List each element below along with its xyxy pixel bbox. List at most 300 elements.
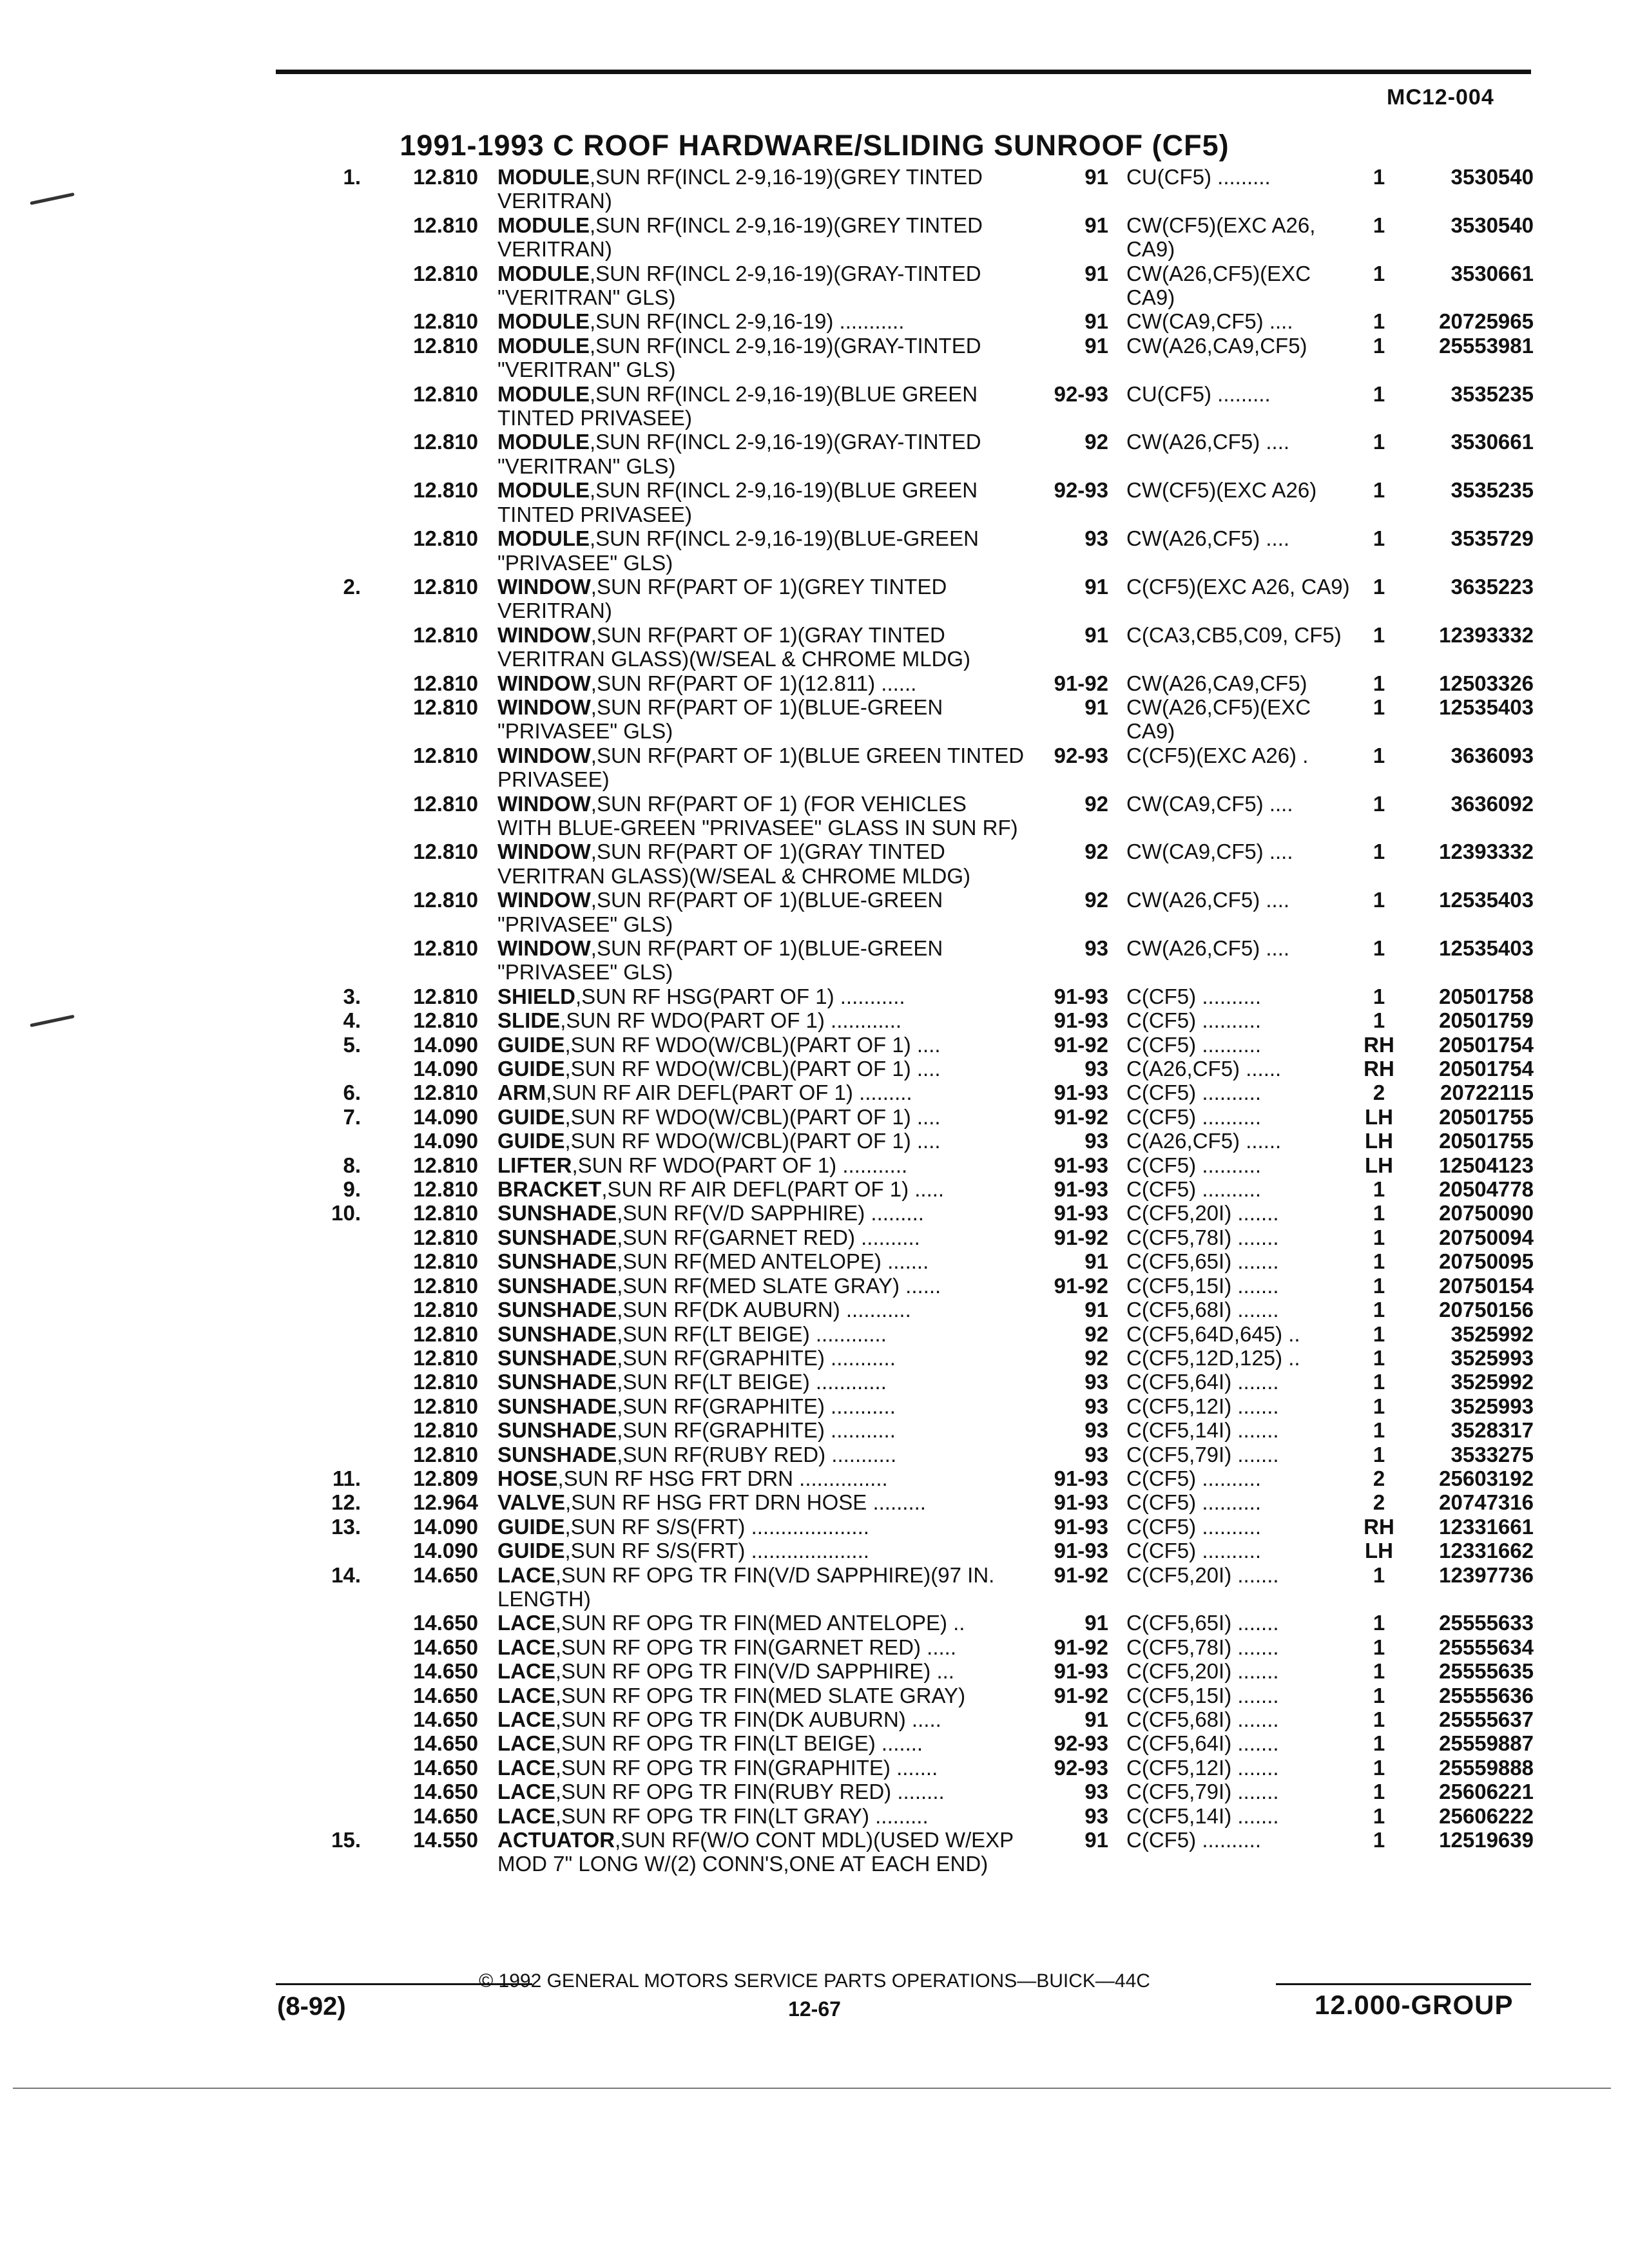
part-description [497,575,1026,623]
part-name: LACE [497,1683,555,1707]
group-number: 12.810 [413,622,478,647]
part-name: SHIELD [497,984,576,1008]
model-years: 91-93 [1054,1539,1108,1563]
part-name: WINDOW [497,622,591,647]
ref-number: 13. [331,1514,361,1539]
parts-row [0,1081,1629,1104]
part-number: 20504778 [1439,1177,1534,1202]
parts-row [0,526,1629,575]
part-description [497,1370,1026,1394]
model-years: 91-92 [1054,1225,1108,1249]
quantity: 1 [1373,1442,1385,1466]
part-number: 25603192 [1439,1466,1534,1490]
part-number: 25555636 [1439,1683,1534,1707]
model-code: C(CF5) .......... [1126,1104,1262,1129]
part-description [497,1684,1026,1707]
model-years: 92-93 [1054,743,1108,767]
ref-number: 9. [343,1177,361,1202]
quantity: 1 [1373,1177,1385,1202]
model-years: 93 [1084,526,1108,551]
ref-number: 6. [343,1081,361,1105]
part-description [497,1322,1026,1346]
group-number: 12.810 [413,1249,478,1274]
model-years: 92 [1084,791,1108,816]
parts-row [0,1418,1629,1442]
group-number: 12.810 [413,791,478,816]
part-description [497,1201,1026,1225]
part-name: LACE [497,1659,555,1684]
model-code: C(CF5) .......... [1126,1177,1262,1202]
part-name: SUNSHADE [497,1394,617,1418]
group-number: 12.810 [413,743,478,767]
part-number: 12393332 [1439,622,1534,647]
model-years: 92-93 [1054,381,1108,406]
part-number: 20501755 [1439,1104,1534,1129]
part-number: 3535729 [1451,526,1534,551]
quantity: 1 [1373,1249,1385,1274]
part-number: 3635223 [1451,574,1534,599]
parts-row [0,382,1629,430]
part-name: LIFTER [497,1153,572,1177]
part-name: SUNSHADE [497,1345,617,1370]
part-name: SUNSHADE [497,1418,617,1443]
parts-row [0,623,1629,671]
model-years: 91 [1084,1298,1108,1322]
model-years: 91 [1084,1707,1108,1731]
part-description [497,1466,1026,1490]
part-name: SUNSHADE [497,1273,617,1298]
parts-row [0,792,1629,840]
quantity: 1 [1373,261,1385,285]
parts-row [0,1322,1629,1346]
parts-row [0,1780,1629,1803]
model-years: 92-93 [1054,1755,1108,1780]
quantity: 1 [1373,888,1385,912]
model-code: C(CF5) .......... [1126,1514,1262,1539]
part-number: 20750095 [1439,1249,1534,1274]
quantity: 1 [1373,671,1385,695]
model-code: C(CF5,65I) ....... [1126,1249,1279,1274]
part-name: LACE [497,1635,555,1659]
part-number: 20501758 [1439,984,1534,1008]
model-years: 91-93 [1054,1008,1108,1033]
part-detail: ,SUN RF(INCL 2-9,16-19)(BLUE GREEN TINTED PRIVASEE) [497,478,978,526]
part-description [497,1129,1026,1153]
part-name: SUNSHADE [497,1225,617,1249]
group-number: 12.810 [413,671,478,695]
part-detail: ,SUN RF(PART OF 1)(GRAY TINTED VERITRAN GLASS)(W/SEAL & CHROME MLDG) [497,622,971,671]
part-number: 20747316 [1439,1490,1534,1515]
quantity: 1 [1373,381,1385,406]
model-years: 93 [1084,1129,1108,1153]
part-number: 20750156 [1439,1298,1534,1322]
parts-row [0,1008,1629,1032]
part-number: 3528317 [1451,1418,1534,1443]
model-years: 91-92 [1054,1562,1108,1587]
quantity: 1 [1373,1683,1385,1707]
group-number: 12.810 [413,1370,478,1394]
parts-row [0,1659,1629,1683]
parts-row [0,1804,1629,1828]
model-code: C(CF5)(EXC A26, CA9) [1126,574,1350,599]
part-description [497,1563,1026,1611]
model-years: 91-92 [1054,1635,1108,1659]
quantity: 1 [1373,1803,1385,1828]
quantity: RH [1364,1514,1394,1539]
parts-row [0,1033,1629,1057]
part-name: GUIDE [497,1129,565,1153]
model-code: CW(A26,CF5)(EXC CA9) [1126,695,1311,744]
part-number: 20722115 [1440,1081,1534,1105]
ref-number: 5. [343,1032,361,1057]
quantity: 1 [1373,1418,1385,1443]
part-description [497,165,1026,213]
ref-number: 7. [343,1104,361,1129]
header-rule [276,70,1531,74]
model-code: C(CF5,12D,125) .. [1126,1345,1300,1370]
model-years: 91-93 [1054,1081,1108,1105]
group-number: 14.650 [413,1635,478,1659]
part-detail: ,SUN RF WDO(PART OF 1) ........... [572,1153,908,1177]
part-name: WINDOW [497,695,591,719]
quantity: 1 [1373,1707,1385,1731]
part-name: MODULE [497,333,590,358]
group-number: 12.810 [413,1225,478,1249]
model-years: 91 [1084,574,1108,599]
part-detail: ,SUN RF OPG TR FIN(V/D SAPPHIRE) ... [555,1659,954,1684]
group-number: 12.810 [413,1442,478,1466]
part-detail: ,SUN RF WDO(PART OF 1) ............ [560,1008,902,1033]
quantity: 1 [1373,622,1385,647]
model-years: 91-93 [1054,1659,1108,1684]
part-detail: ,SUN RF AIR DEFL(PART OF 1) ......... [546,1081,912,1105]
model-code: C(CF5,78I) ....... [1126,1225,1279,1249]
group-number: 12.810 [413,333,478,358]
part-description [497,1033,1026,1057]
group-number: 12.810 [413,936,478,960]
model-code: C(CF5,14I) ....... [1126,1418,1279,1443]
model-code: CW(A26,CF5) .... [1126,888,1290,912]
part-name: MODULE [497,430,590,454]
part-description [497,1780,1026,1803]
model-code: C(CF5,64D,645) .. [1126,1321,1300,1346]
group-number: 14.090 [413,1032,478,1057]
group-number: 14.650 [413,1707,478,1731]
model-code: C(CF5) .......... [1126,1828,1262,1852]
parts-row [0,309,1629,333]
model-code: CW(CF5)(EXC A26) [1126,478,1317,503]
group-number: 12.810 [413,381,478,406]
part-detail: ,SUN RF WDO(W/CBL)(PART OF 1) .... [564,1057,941,1081]
part-detail: ,SUN RF(PART OF 1)(BLUE-GREEN "PRIVASEE" GLS) [497,695,943,744]
parts-row [0,1057,1629,1081]
model-years: 91 [1084,1828,1108,1852]
part-number: 20501755 [1439,1129,1534,1153]
group-number: 12.810 [413,840,478,864]
part-name: LACE [497,1611,555,1635]
quantity: 1 [1373,165,1385,189]
part-detail: ,SUN RF S/S(FRT) .................... [564,1539,869,1563]
model-years: 91 [1084,261,1108,285]
model-years: 93 [1084,936,1108,960]
part-number: 3530540 [1451,213,1534,237]
part-detail: ,SUN RF(GRAPHITE) ........... [617,1394,896,1418]
model-years: 93 [1084,1418,1108,1443]
page-title: 1991-1993 C ROOF HARDWARE/SLIDING SUNROOF (CF5) [400,129,1229,162]
part-number: 20501759 [1439,1008,1534,1033]
quantity: 1 [1373,574,1385,599]
parts-row [0,985,1629,1008]
part-detail: ,SUN RF OPG TR FIN(RUBY RED) ........ [555,1780,945,1804]
quantity: 1 [1373,526,1385,551]
part-name: LACE [497,1707,555,1731]
parts-row [0,1129,1629,1153]
part-description [497,1081,1026,1104]
part-name: VALVE [497,1490,566,1515]
quantity: 1 [1373,1731,1385,1756]
part-detail: ,SUN RF(MED SLATE GRAY) ...... [617,1273,941,1298]
part-description [497,1394,1026,1418]
model-years: 92 [1084,1321,1108,1346]
part-detail: ,SUN RF(V/D SAPPHIRE) ......... [617,1201,924,1225]
group-number: 12.810 [413,1298,478,1322]
part-number: 20501754 [1439,1057,1534,1081]
parts-row [0,695,1629,744]
parts-row [0,1370,1629,1394]
group-number: 12.810 [413,213,478,237]
part-name: SUNSHADE [497,1298,617,1322]
group-number: 12.810 [413,261,478,285]
model-code: CU(CF5) ......... [1126,165,1271,189]
parts-row [0,1443,1629,1466]
quantity: LH [1365,1129,1393,1153]
ref-number: 10. [331,1201,361,1225]
group-number: 12.810 [413,1273,478,1298]
part-detail: ,SUN RF(PART OF 1)(BLUE-GREEN "PRIVASEE" GLS) [497,888,943,936]
part-name: HOSE [497,1466,558,1490]
part-detail: ,SUN RF(INCL 2-9,16-19)(BLUE-GREEN "PRIVASEE" GLS) [497,526,979,575]
part-number: 12331661 [1439,1514,1534,1539]
parts-row [0,1490,1629,1514]
quantity: 1 [1373,1298,1385,1322]
model-code: C(CF5,20I) ....... [1126,1562,1279,1587]
model-code: CW(A26,CA9,CF5) [1126,333,1307,358]
part-description [497,1346,1026,1370]
part-description [497,1008,1026,1032]
model-code: CW(A26,CF5) .... [1126,936,1290,960]
part-description [497,623,1026,671]
model-code: C(A26,CF5) ...... [1126,1057,1282,1081]
part-description [497,1153,1026,1177]
model-years: 92 [1084,430,1108,454]
part-description [497,1490,1026,1514]
part-description [497,430,1026,478]
model-code: C(CF5) .......... [1126,1153,1262,1177]
parts-row [0,1225,1629,1249]
quantity: 1 [1373,1611,1385,1635]
part-name: WINDOW [497,840,591,864]
part-description [497,1635,1026,1659]
part-number: 20750090 [1439,1201,1534,1225]
group-number: 14.650 [413,1659,478,1684]
part-description [497,792,1026,840]
quantity: 1 [1373,1321,1385,1346]
quantity: 2 [1373,1490,1385,1515]
part-detail: ,SUN RF(PART OF 1)(BLUE-GREEN "PRIVASEE" GLS) [497,936,943,985]
quantity: 1 [1373,1562,1385,1587]
model-code: C(CF5) .......... [1126,1008,1262,1033]
part-detail: ,SUN RF WDO(W/CBL)(PART OF 1) .... [564,1129,941,1153]
model-years: 91-93 [1054,1514,1108,1539]
part-detail: ,SUN RF(INCL 2-9,16-19)(GRAY-TINTED "VERITRAN" GLS) [497,430,981,478]
parts-row [0,1756,1629,1780]
group-number: 12.810 [413,165,478,189]
model-years: 91-93 [1054,1466,1108,1490]
part-description [497,1804,1026,1828]
part-number: 20750154 [1439,1273,1534,1298]
part-detail: ,SUN RF OPG TR FIN(MED ANTELOPE) .. [555,1611,965,1635]
quantity: 1 [1373,1394,1385,1418]
quantity: LH [1365,1153,1393,1177]
parts-row [0,1346,1629,1370]
part-description [497,213,1026,262]
model-years: 91 [1084,695,1108,719]
ref-number: 1. [343,165,361,189]
parts-row [0,1563,1629,1611]
part-name: GUIDE [497,1539,565,1563]
part-detail: ,SUN RF(PART OF 1)(BLUE GREEN TINTED PRIVASEE) [497,743,1025,792]
part-detail: ,SUN RF OPG TR FIN(GARNET RED) ..... [555,1635,956,1659]
model-code: C(CF5,12I) ....... [1126,1755,1279,1780]
ref-number: 14. [331,1562,361,1587]
part-name: BRACKET [497,1177,602,1202]
part-description [497,478,1026,526]
part-number: 12397736 [1439,1562,1534,1587]
model-years: 91 [1084,1249,1108,1274]
part-number: 12503326 [1439,671,1534,695]
parts-row [0,1515,1629,1539]
model-code: CW(CA9,CF5) .... [1126,791,1293,816]
part-description [497,744,1026,792]
page-id: MC12-004 [1387,85,1494,110]
quantity: 1 [1373,743,1385,767]
part-number: 3535235 [1451,381,1534,406]
model-code: CW(A26,CF5) .... [1126,430,1290,454]
model-code: C(CF5) .......... [1126,1466,1262,1490]
part-name: SUNSHADE [497,1321,617,1346]
group-number: 12.810 [413,1321,478,1346]
part-number: 25555633 [1439,1611,1534,1635]
part-number: 12535403 [1439,695,1534,719]
quantity: 1 [1373,1273,1385,1298]
part-detail: ,SUN RF WDO(W/CBL)(PART OF 1) .... [564,1032,941,1057]
group-number: 12.810 [413,695,478,719]
model-years: 92 [1084,888,1108,912]
part-description [497,1443,1026,1466]
part-detail: ,SUN RF HSG FRT DRN ............... [557,1466,888,1490]
model-years: 92-93 [1054,1731,1108,1756]
group-number: 14.650 [413,1803,478,1828]
model-years: 91-93 [1054,984,1108,1008]
part-description [497,1105,1026,1129]
part-number: 3525993 [1451,1394,1534,1418]
part-number: 12535403 [1439,936,1534,960]
quantity: 1 [1373,1828,1385,1852]
parts-row [0,334,1629,382]
part-detail: ,SUN RF(RUBY RED) ........... [617,1442,897,1466]
model-years: 91 [1084,309,1108,334]
quantity: 1 [1373,1225,1385,1249]
parts-row [0,888,1629,936]
model-code: C(CF5,15I) ....... [1126,1273,1279,1298]
part-detail: ,SUN RF AIR DEFL(PART OF 1) ..... [601,1177,945,1202]
parts-row [0,575,1629,623]
model-years: 92-93 [1054,478,1108,503]
part-name: GUIDE [497,1032,565,1057]
quantity: 1 [1373,936,1385,960]
model-years: 92 [1084,1345,1108,1370]
part-detail: ,SUN RF HSG FRT DRN HOSE ......... [565,1490,926,1515]
part-name: MODULE [497,165,590,189]
model-code: CW(A26,CF5)(EXC CA9) [1126,261,1311,310]
part-name: WINDOW [497,671,591,695]
part-name: MODULE [497,381,590,406]
part-name: GUIDE [497,1057,565,1081]
part-number: 12535403 [1439,888,1534,912]
group-number: 12.810 [413,1177,478,1202]
part-number: 20501754 [1439,1032,1534,1057]
part-name: LACE [497,1780,555,1804]
model-code: C(CF5,14I) ....... [1126,1803,1279,1828]
part-number: 25606221 [1439,1780,1534,1804]
part-number: 3636092 [1451,791,1534,816]
part-detail: ,SUN RF OPG TR FIN(LT BEIGE) ....... [555,1731,923,1756]
part-description [497,382,1026,430]
part-number: 25555637 [1439,1707,1534,1731]
model-code: C(CF5,79I) ....... [1126,1442,1279,1466]
part-description [497,1707,1026,1731]
copyright-line: © 1992 GENERAL MOTORS SERVICE PARTS OPERATIONS—BUICK—44C [479,1970,1150,1992]
model-years: 91-92 [1054,671,1108,695]
part-name: GUIDE [497,1514,565,1539]
quantity: 1 [1373,1345,1385,1370]
group-number: 12.810 [413,1394,478,1418]
model-years: 91 [1084,165,1108,189]
parts-row [0,1274,1629,1298]
part-number: 20750094 [1439,1225,1534,1249]
parts-row [0,1539,1629,1562]
model-code: C(CF5) .......... [1126,1081,1262,1105]
part-description [497,985,1026,1008]
part-description [497,526,1026,575]
part-detail: ,SUN RF OPG TR FIN(MED SLATE GRAY) [555,1683,966,1707]
quantity: 1 [1373,1755,1385,1780]
parts-row [0,1828,1629,1876]
part-number: 25555634 [1439,1635,1534,1659]
group-number: 12.964 [413,1490,478,1515]
quantity: RH [1364,1057,1394,1081]
group-label: 12.000-GROUP [1315,1990,1514,2020]
revision-date: (8-92) [277,1992,346,2021]
group-number: 14.090 [413,1104,478,1129]
part-description [497,1225,1026,1249]
parts-row [0,1684,1629,1707]
model-code: C(CF5,64I) ....... [1126,1370,1279,1394]
parts-row [0,262,1629,310]
model-years: 93 [1084,1394,1108,1418]
part-name: MODULE [497,261,590,285]
model-years: 91-92 [1054,1273,1108,1298]
